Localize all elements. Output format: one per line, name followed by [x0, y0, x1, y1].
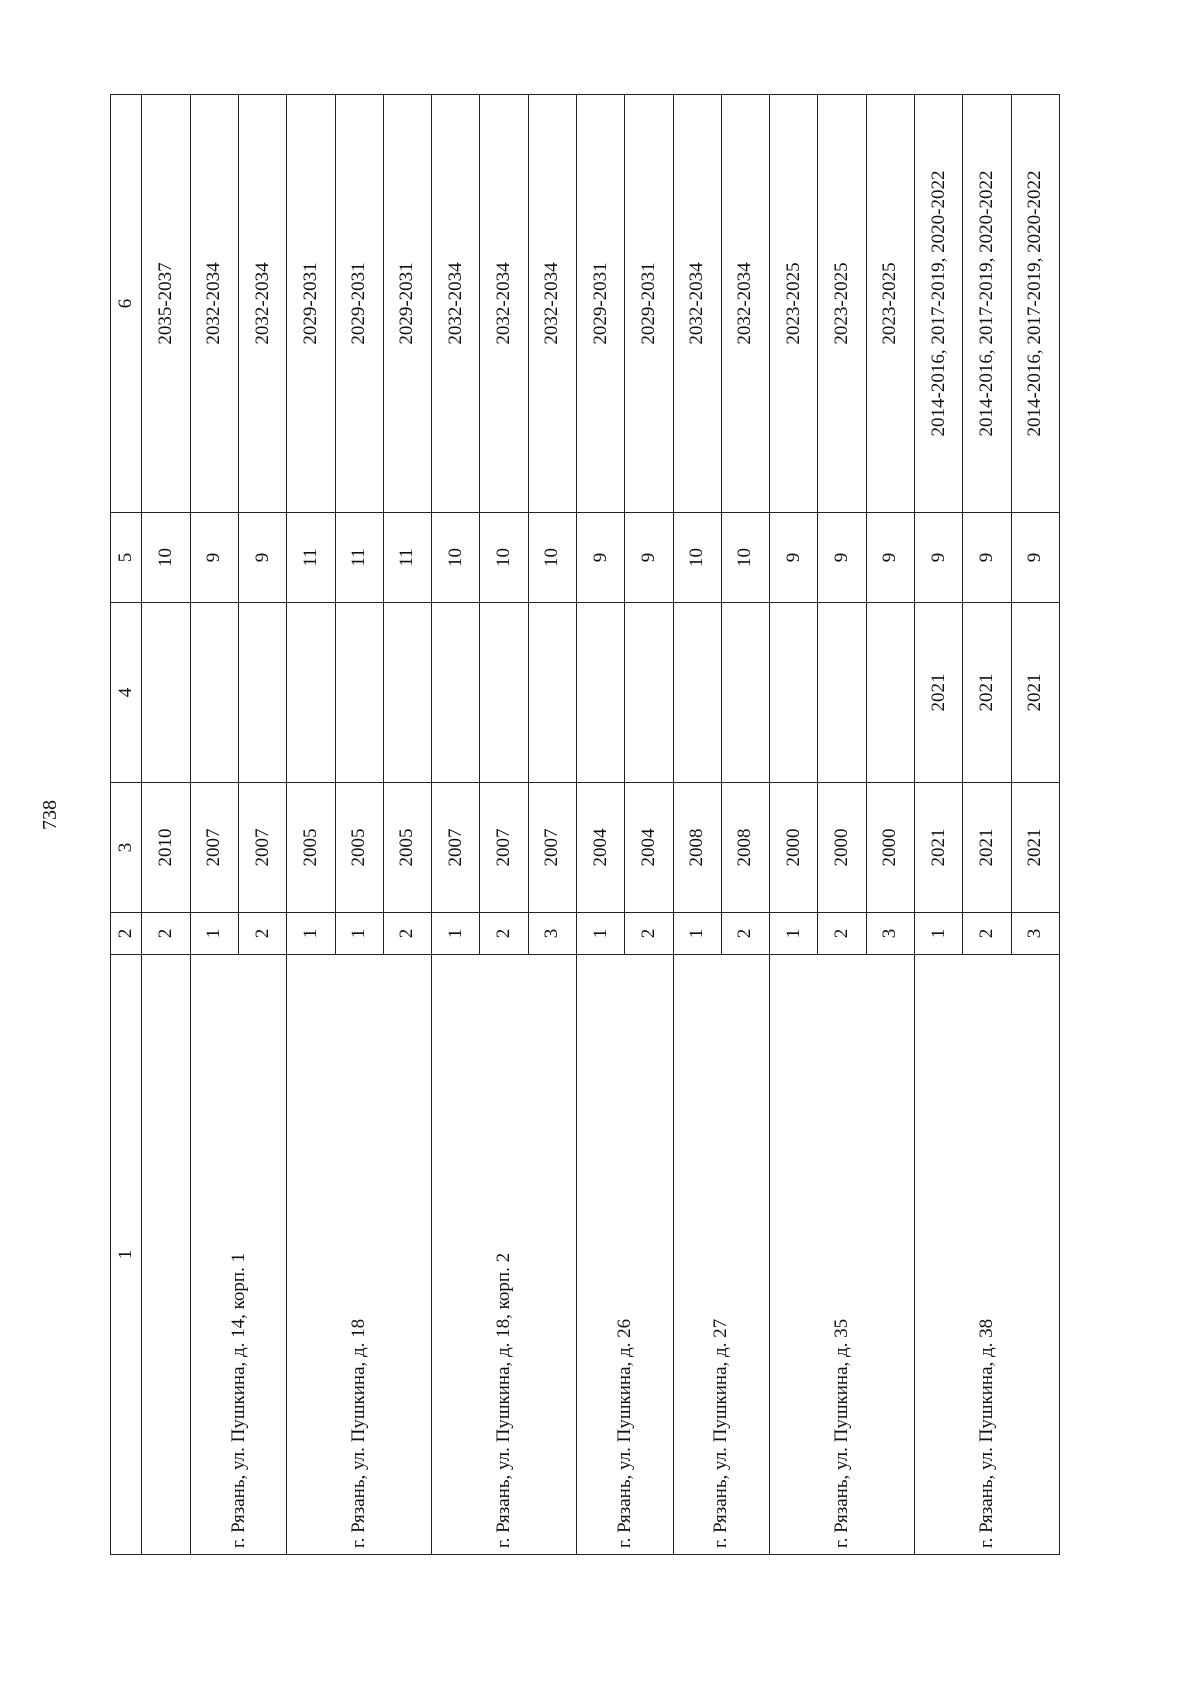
table-row — [287, 95, 335, 1555]
table-row — [914, 95, 962, 1555]
year-cell: 2005 — [335, 783, 383, 913]
repair-year-cell — [383, 603, 431, 783]
address-cell: г. Рязань, ул. Пушкина, д. 38 — [914, 955, 1059, 1555]
period-cell: 2023-2025 — [770, 95, 818, 513]
period-cell: 2023-2025 — [818, 95, 866, 513]
year-cell: 2021 — [1011, 783, 1060, 913]
entrance-number-cell: 1 — [576, 913, 624, 955]
repair-year-cell — [190, 603, 238, 783]
period-cell: 2032-2034 — [239, 95, 287, 513]
year-cell: 2004 — [576, 783, 624, 913]
repair-year-cell — [721, 603, 769, 783]
entrance-number-cell: 1 — [673, 913, 721, 955]
floors-cell: 11 — [335, 513, 383, 603]
period-cell: 2035-2037 — [142, 95, 190, 513]
table-row — [770, 95, 818, 1555]
entrance-number-cell: 2 — [625, 913, 673, 955]
floors-cell: 9 — [914, 513, 962, 603]
entrance-number-cell: 2 — [721, 913, 769, 955]
floors-cell: 11 — [383, 513, 431, 603]
page-number: 738 — [39, 800, 61, 830]
period-cell: 2014-2016, 2017-2019, 2020-2022 — [914, 95, 962, 513]
repair-year-cell — [335, 603, 383, 783]
year-cell: 2007 — [239, 783, 287, 913]
period-cell: 2032-2034 — [721, 95, 769, 513]
entrance-number-cell: 1 — [770, 913, 818, 955]
floors-cell: 9 — [576, 513, 624, 603]
period-cell: 2014-2016, 2017-2019, 2020-2022 — [1011, 95, 1060, 513]
address-cell: г. Рязань, ул. Пушкина, д. 18, корп. 2 — [432, 955, 577, 1555]
table-row — [432, 95, 480, 1555]
entrance-number-cell: 3 — [528, 913, 576, 955]
entrance-number-cell: 2 — [818, 913, 866, 955]
floors-cell: 10 — [142, 513, 190, 603]
year-cell: 2005 — [287, 783, 335, 913]
address-cell — [142, 955, 190, 1555]
period-cell: 2032-2034 — [432, 95, 480, 513]
floors-cell: 11 — [287, 513, 335, 603]
year-cell: 2000 — [866, 783, 914, 913]
entrance-number-cell: 3 — [866, 913, 914, 955]
header-row — [111, 95, 142, 1555]
floors-cell: 10 — [432, 513, 480, 603]
repair-year-cell: 2021 — [914, 603, 962, 783]
repair-year-cell: 2021 — [963, 603, 1011, 783]
floors-cell: 9 — [818, 513, 866, 603]
repair-year-cell — [142, 603, 190, 783]
period-cell: 2032-2034 — [190, 95, 238, 513]
year-cell: 2007 — [432, 783, 480, 913]
year-cell: 2005 — [383, 783, 431, 913]
entrance-number-cell: 1 — [190, 913, 238, 955]
repair-year-cell — [818, 603, 866, 783]
floors-cell: 10 — [721, 513, 769, 603]
address-cell: г. Рязань, ул. Пушкина, д. 26 — [576, 955, 673, 1555]
period-cell: 2032-2034 — [480, 95, 528, 513]
period-cell: 2029-2031 — [625, 95, 673, 513]
table-row — [673, 95, 721, 1555]
period-cell: 2029-2031 — [287, 95, 335, 513]
period-cell: 2023-2025 — [866, 95, 914, 513]
address-cell: г. Рязань, ул. Пушкина, д. 35 — [770, 955, 915, 1555]
year-cell: 2008 — [721, 783, 769, 913]
table-row — [190, 95, 238, 1555]
entrance-number-cell: 2 — [383, 913, 431, 955]
floors-cell: 9 — [866, 513, 914, 603]
floors-cell: 9 — [1011, 513, 1060, 603]
table-container — [110, 95, 1060, 1555]
period-cell: 2029-2031 — [383, 95, 431, 513]
repair-year-cell — [239, 603, 287, 783]
floors-cell: 9 — [770, 513, 818, 603]
address-cell: г. Рязань, ул. Пушкина, д. 18 — [287, 955, 432, 1555]
floors-cell: 10 — [673, 513, 721, 603]
table-row — [576, 95, 624, 1555]
repair-year-cell — [528, 603, 576, 783]
header-cell-1: 1 — [111, 955, 142, 1555]
registry-table — [110, 94, 1060, 1555]
floors-cell: 10 — [480, 513, 528, 603]
entrance-number-cell: 2 — [480, 913, 528, 955]
year-cell: 2008 — [673, 783, 721, 913]
year-cell: 2000 — [770, 783, 818, 913]
repair-year-cell — [480, 603, 528, 783]
entrance-number-cell: 1 — [914, 913, 962, 955]
header-cell-6: 6 — [111, 95, 142, 513]
header-cell-2: 2 — [111, 913, 142, 955]
entrance-number-cell: 2 — [142, 913, 190, 955]
repair-year-cell — [432, 603, 480, 783]
year-cell: 2004 — [625, 783, 673, 913]
entrance-number-cell: 2 — [963, 913, 1011, 955]
repair-year-cell — [770, 603, 818, 783]
floors-cell: 9 — [963, 513, 1011, 603]
repair-year-cell — [287, 603, 335, 783]
period-cell: 2029-2031 — [335, 95, 383, 513]
year-cell: 2021 — [963, 783, 1011, 913]
repair-year-cell — [673, 603, 721, 783]
header-cell-4: 4 — [111, 603, 142, 783]
repair-year-cell — [625, 603, 673, 783]
year-cell: 2000 — [818, 783, 866, 913]
year-cell: 2007 — [528, 783, 576, 913]
floors-cell: 9 — [625, 513, 673, 603]
entrance-number-cell: 2 — [239, 913, 287, 955]
year-cell: 2021 — [914, 783, 962, 913]
entrance-number-cell: 1 — [287, 913, 335, 955]
repair-year-cell: 2021 — [1011, 603, 1060, 783]
table-row — [142, 95, 190, 1555]
year-cell: 2007 — [480, 783, 528, 913]
period-cell: 2014-2016, 2017-2019, 2020-2022 — [963, 95, 1011, 513]
entrance-number-cell: 1 — [335, 913, 383, 955]
entrance-number-cell: 3 — [1011, 913, 1060, 955]
period-cell: 2029-2031 — [576, 95, 624, 513]
entrance-number-cell: 1 — [432, 913, 480, 955]
header-cell-5: 5 — [111, 513, 142, 603]
year-cell: 2007 — [190, 783, 238, 913]
repair-year-cell — [576, 603, 624, 783]
floors-cell: 9 — [190, 513, 238, 603]
address-cell: г. Рязань, ул. Пушкина, д. 27 — [673, 955, 770, 1555]
floors-cell: 10 — [528, 513, 576, 603]
repair-year-cell — [866, 603, 914, 783]
floors-cell: 9 — [239, 513, 287, 603]
year-cell: 2010 — [142, 783, 190, 913]
header-cell-3: 3 — [111, 783, 142, 913]
period-cell: 2032-2034 — [528, 95, 576, 513]
address-cell: г. Рязань, ул. Пушкина, д. 14, корп. 1 — [190, 955, 287, 1555]
period-cell: 2032-2034 — [673, 95, 721, 513]
